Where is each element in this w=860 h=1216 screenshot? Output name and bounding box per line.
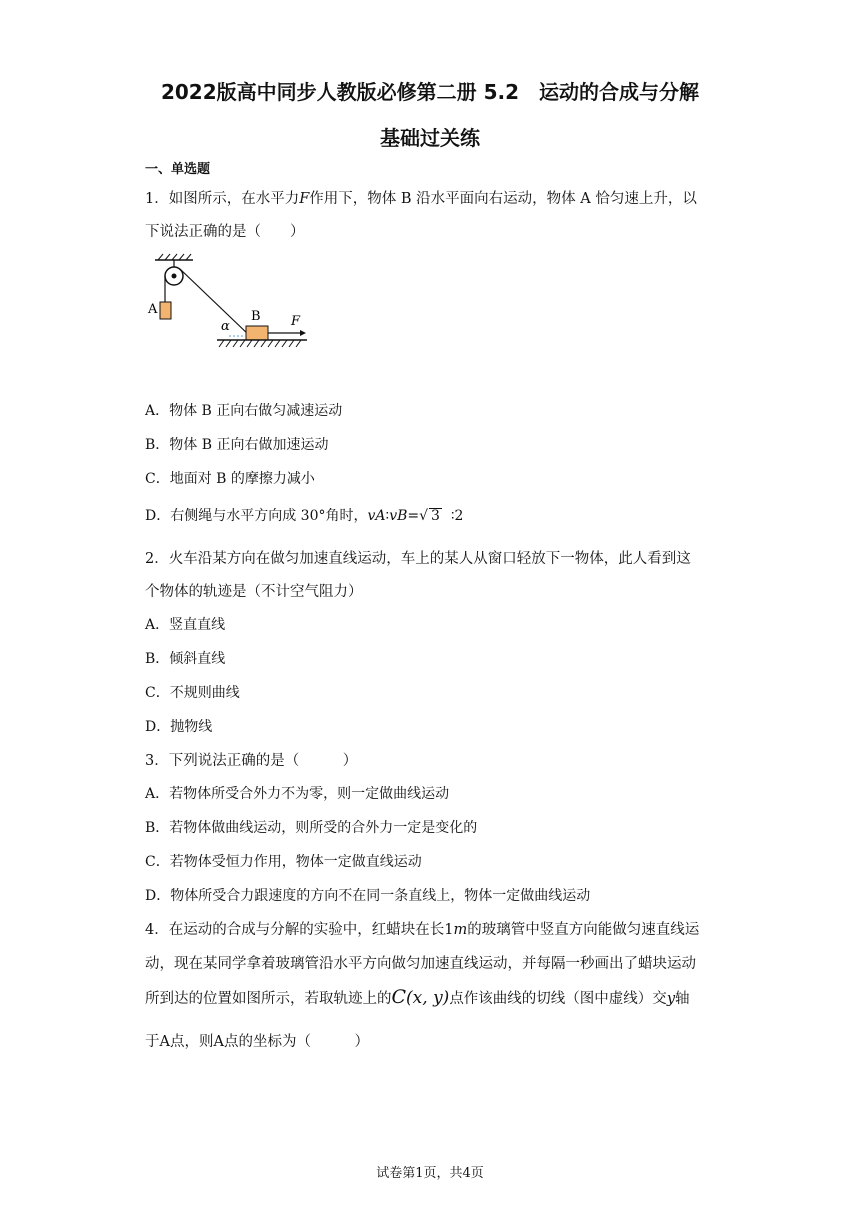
q1-option-d-eq: = — [407, 508, 420, 524]
q1-option-d-text: D．右侧绳与水平方向成 30°角时， — [145, 508, 368, 524]
q2-stem-line2: 个物体的轨迹是（不计空气阻力） — [145, 584, 363, 600]
q1-option-d-va: vA — [367, 508, 386, 524]
q1-stem-line1 — [145, 187, 697, 208]
q4-text-d: 点作该曲线的切线（图中虚线）交 — [449, 991, 667, 1007]
q1-label-a: A — [148, 302, 158, 317]
q1-option-c[interactable]: C．地面对 B 的摩擦力减小 — [145, 471, 315, 487]
q3-option-c[interactable]: C．若物体受恒力作用，物体一定做直线运动 — [145, 854, 422, 870]
q1-option-d-tail: ∶2 — [450, 508, 464, 524]
q4-text-a: 4．在运动的合成与分解的实验中，红蜡块在长1 — [145, 922, 454, 938]
q4-point-coords: (x, y) — [406, 988, 450, 1008]
q1-option-d[interactable] — [145, 505, 463, 525]
q1-pulley-figure — [145, 250, 315, 360]
q1-force-symbol: F — [299, 191, 310, 207]
q2-option-b[interactable]: B．倾斜直线 — [145, 651, 226, 667]
doc-title-line1: 2022版高中同步人教版必修第二册 5.2 运动的合成与分解 — [160, 80, 700, 104]
q1-label-f: F — [291, 314, 301, 329]
q1-option-d-vb: vB — [389, 508, 408, 524]
q1-label-b: B — [251, 309, 261, 324]
q2-stem-line1: 2．火车沿某方向在做匀加速直线运动，车上的某人从窗口轻放下一物体，此人看到这 — [145, 551, 691, 567]
q1-option-d-root: √ — [419, 508, 429, 524]
q1-block-b — [246, 326, 268, 340]
q4-text-b: 的玻璃管中竖直方向能做匀速直线运 — [467, 922, 700, 938]
q4-stem-line4: 于A点，则A点的坐标为（ ） — [145, 1034, 369, 1050]
q3-option-b[interactable]: B．若物体做曲线运动，则所受的合外力一定是变化的 — [145, 820, 478, 836]
q1-stem-text: 1．如图所示，在水平力 — [145, 191, 300, 207]
q1-stem-line2: 下说法正确的是（ ） — [145, 224, 305, 240]
q1-block-a — [160, 302, 171, 319]
q3-option-a[interactable]: A．若物体所受合外力不为零，则一定做曲线运动 — [145, 786, 450, 802]
q4-unit-m: m — [453, 922, 468, 938]
q1-option-d-three: 3 — [431, 508, 440, 524]
q3-stem: 3．下列说法正确的是（ ） — [145, 753, 358, 769]
page-footer: 试卷第1页，共4页 — [376, 1166, 484, 1181]
q4-axis-y: y — [666, 991, 676, 1007]
q1-angle-alpha: α — [221, 319, 230, 334]
q4-text-e: 轴 — [675, 991, 690, 1007]
doc-title-line2: 基础过关练 — [380, 126, 480, 150]
q1-option-b[interactable]: B．物体 B 正向右做加速运动 — [145, 437, 329, 453]
q4-stem-line1 — [145, 918, 699, 939]
q4-stem-line3 — [145, 986, 690, 1008]
q1-option-a[interactable]: A．物体 B 正向右做匀减速运动 — [145, 403, 343, 419]
q2-option-a[interactable]: A．竖直直线 — [145, 617, 226, 633]
q2-option-d[interactable]: D．抛物线 — [145, 719, 213, 735]
q4-text-c: 所到达的位置如图所示，若取轨迹上的 — [145, 991, 392, 1007]
q3-option-d[interactable]: D．物体所受合力跟速度的方向不在同一条直线上，物体一定做曲线运动 — [145, 888, 591, 904]
section-heading: 一、单选题 — [145, 162, 211, 177]
q2-option-c[interactable]: C．不规则曲线 — [145, 685, 240, 701]
q4-stem-line2: 动，现在某同学拿着玻璃管沿水平方向做匀加速直线运动，并每隔一秒画出了蜡块运动 — [145, 956, 696, 972]
q1-option-d-colon: ∶ — [385, 508, 390, 524]
q1-stem-text-b: 作用下，物体 B 沿水平面向右运动，物体 A 恰匀速上升，以 — [309, 191, 697, 207]
q4-point-c: C — [391, 986, 407, 1008]
